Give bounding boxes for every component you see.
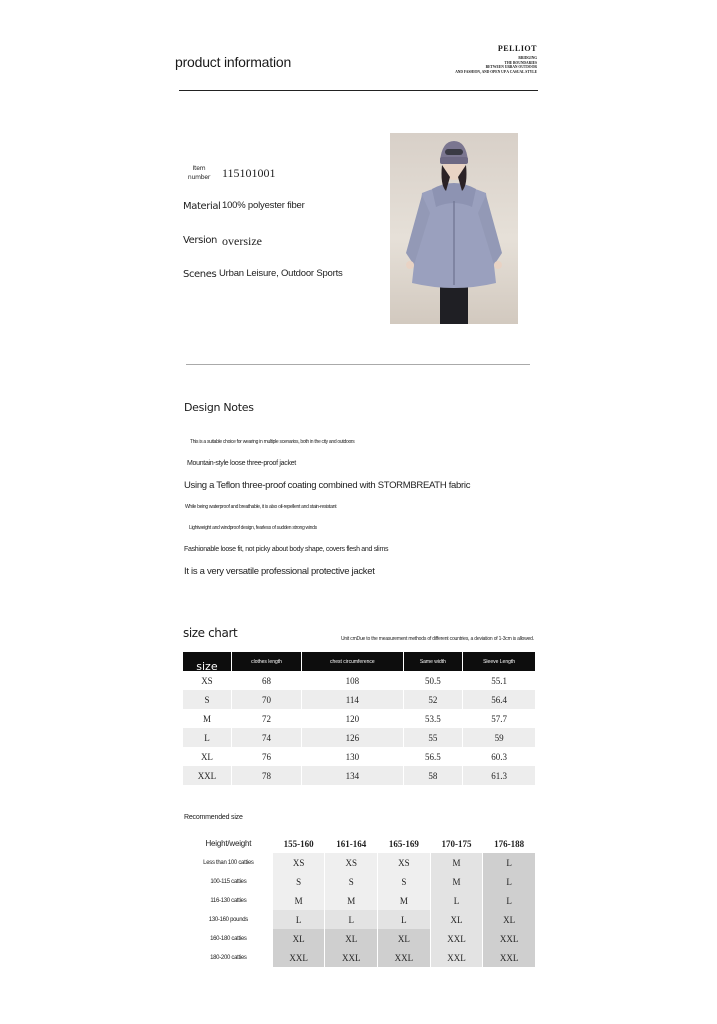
size-cell: L: [183, 728, 231, 747]
size-chart-row: [183, 671, 535, 690]
recommended-size-cell: M: [273, 891, 325, 910]
size-cell: XS: [201, 675, 213, 686]
sleeve-length-header: Sleeve Length: [463, 652, 535, 671]
recommended-size-cell: S: [273, 872, 325, 891]
recommended-size-cell: XL: [325, 929, 377, 948]
design-note: Using a Teflon three-proof coating combined with STORMBREATH fabric: [184, 480, 471, 491]
brand-tagline: [440, 56, 537, 74]
weight-range-cell: 130-160 pounds: [185, 910, 272, 929]
design-note: Mountain-style loose three-proof jacket: [187, 460, 296, 467]
recommended-size-cell: XL: [483, 910, 535, 929]
item-number-value: 115101001: [222, 166, 276, 180]
size-cell: S: [183, 690, 231, 709]
size-cell: M: [202, 713, 211, 724]
height-range-header: 161-164: [325, 834, 377, 853]
recommended-size-cell: S: [325, 872, 377, 891]
brand-tagline-line: THE BOUNDARIES: [504, 60, 537, 65]
measurement-cell: 70: [232, 690, 301, 709]
header-divider: [179, 90, 538, 91]
material-value: 100% polyester fiber: [222, 200, 305, 211]
measurement-cell: 126: [302, 728, 402, 747]
recommended-size-cell: XXL: [431, 929, 483, 948]
model-illustration: [390, 133, 518, 324]
recommended-size-cell: XXL: [483, 929, 535, 948]
design-note: This is a suitable choice for wearing in multiple scenarios, both in the city and outdoors: [190, 439, 355, 445]
recommended-size-title: Recommended size: [184, 814, 243, 821]
version-label: Version: [183, 235, 217, 246]
brand-tagline-line: AND FASHION, AND OPEN UP A CASUAL STYLE: [455, 69, 537, 74]
height-range-header: 165-169: [378, 834, 430, 853]
item-number-label: Item number: [187, 165, 211, 181]
weight-range-cell: Less than 100 catties: [185, 853, 272, 872]
recommended-size-cell: L: [378, 910, 430, 929]
height-range-header: 170-175: [431, 834, 483, 853]
weight-range-cell: 100-115 catties: [185, 872, 272, 891]
measurement-cell: 61.3: [463, 766, 535, 785]
recommended-size-cell: M: [431, 872, 483, 891]
size-chart-header-row: [183, 652, 535, 671]
product-photo: [390, 133, 518, 324]
recommended-row: [185, 853, 535, 872]
height-range-header: 155-160: [273, 834, 325, 853]
measurement-cell: 120: [345, 713, 360, 724]
measurement-cell: 130: [345, 751, 360, 762]
scenes-label: Scenes: [183, 269, 217, 280]
recommended-size-cell: S: [378, 872, 430, 891]
chest-header: chest circumference: [302, 652, 402, 671]
measurement-cell: 72: [262, 713, 272, 724]
recommended-header-row: [185, 834, 535, 853]
version-value: oversize: [222, 234, 262, 248]
measurement-cell: 55: [404, 728, 463, 747]
measurement-cell: 134: [302, 766, 402, 785]
weight-range-cell: 160-180 catties: [185, 929, 272, 948]
scenes-value: Urban Leisure, Outdoor Sports: [219, 268, 343, 279]
design-note: While being waterproof and breathable, it is also oil-repellent and stain-resistant: [185, 504, 337, 510]
measurement-cell: 76: [262, 751, 272, 762]
size-chart-row: [183, 747, 535, 766]
measurement-cell: 56.4: [463, 690, 535, 709]
recommended-size-cell: XXL: [273, 948, 325, 967]
measurement-cell: 50.5: [425, 675, 441, 686]
recommended-row: [185, 929, 535, 948]
material-label: Material: [183, 201, 221, 212]
brand-tagline-line: BETWEEN URBAN OUTDOOR: [485, 65, 537, 70]
measurement-cell: 74: [232, 728, 301, 747]
measurement-cell: 78: [232, 766, 301, 785]
unit-note: Unit cmDue to the measurement methods of different countries, a deviation of 1-3cm is allowed.: [341, 636, 534, 642]
size-cell: XL: [200, 751, 213, 762]
size-header: size: [183, 652, 231, 671]
same-width-header: Same width: [404, 652, 463, 671]
height-weight-header: Height/weight: [185, 834, 272, 853]
measurement-cell: 108: [345, 675, 360, 686]
measurement-cell: 55.1: [491, 675, 507, 686]
recommended-size-cell: M: [325, 891, 377, 910]
measurement-cell: 60.3: [491, 751, 507, 762]
height-range-header: 176-188: [483, 834, 535, 853]
recommended-size-cell: M: [378, 891, 430, 910]
recommended-size-cell: XXL: [325, 948, 377, 967]
recommended-size-cell: XL: [378, 929, 430, 948]
weight-range-cell: 180-200 catties: [185, 948, 272, 967]
recommended-size-cell: XS: [378, 853, 430, 872]
clothes-length-header: clothes length: [232, 652, 301, 671]
recommended-size-cell: XS: [273, 853, 325, 872]
recommended-size-cell: XL: [273, 929, 325, 948]
weight-range-cell: 116-130 catties: [185, 891, 272, 910]
recommended-row: [185, 910, 535, 929]
brand-name: PELLIOT: [497, 44, 537, 53]
measurement-cell: 68: [262, 675, 272, 686]
size-chart-title: size chart: [183, 626, 238, 640]
design-note: Lightweight and windproof design, fearless of sudden strong winds: [189, 525, 317, 531]
recommended-size-cell: M: [431, 853, 483, 872]
recommended-size-cell: L: [483, 891, 535, 910]
size-chart-row: [183, 766, 535, 785]
measurement-cell: 58: [404, 766, 463, 785]
recommended-size-cell: L: [483, 853, 535, 872]
recommended-size-cell: L: [483, 872, 535, 891]
recommended-size-cell: XL: [431, 910, 483, 929]
page-title: product information: [175, 54, 292, 70]
measurement-cell: 114: [302, 690, 402, 709]
design-note: It is a very versatile professional protective jacket: [184, 566, 375, 577]
measurement-cell: 53.5: [425, 713, 441, 724]
size-cell: XXL: [183, 766, 231, 785]
measurement-cell: 57.7: [491, 713, 507, 724]
section-divider: [186, 364, 530, 365]
recommended-row: [185, 891, 535, 910]
recommended-row: [185, 948, 535, 967]
recommended-size-cell: XS: [325, 853, 377, 872]
brand-tagline-line: BRIDGING: [518, 56, 537, 60]
design-note: Fashionable loose fit, not picky about body shape, covers flesh and slims: [184, 546, 389, 553]
measurement-cell: 59: [463, 728, 535, 747]
recommended-size-cell: L: [325, 910, 377, 929]
recommended-size-cell: L: [273, 910, 325, 929]
recommended-size-cell: XXL: [483, 948, 535, 967]
size-chart-row: [183, 709, 535, 728]
design-notes-title: Design Notes: [184, 401, 254, 414]
size-chart-row: [183, 690, 535, 709]
size-chart-table: [182, 652, 536, 785]
recommended-row: [185, 872, 535, 891]
recommended-size-cell: L: [431, 891, 483, 910]
recommended-size-cell: XXL: [378, 948, 430, 967]
measurement-cell: 56.5: [425, 751, 441, 762]
recommended-size-cell: XXL: [431, 948, 483, 967]
size-chart-row: [183, 728, 535, 747]
recommended-size-table: [184, 834, 536, 967]
measurement-cell: 52: [404, 690, 463, 709]
brand-logo: [440, 44, 537, 74]
